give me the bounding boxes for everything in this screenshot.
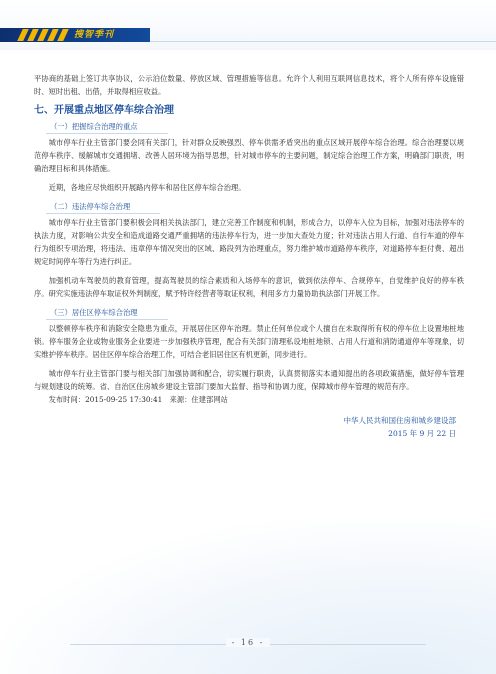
paragraph: 城市停车行业主管部门要与相关部门加强协调和配合，切实履行职责，认真贯彻落实本通知提出的各项政策措施，做好停车管理与规划建设的统筹。省、自治区住房城乡建设主管部门要加大监督、指导和协调力度，保障城市停车管理的规范有序。 <box>34 369 464 391</box>
signature-organization: 中华人民共和国住房和城乡建设部 <box>343 416 456 425</box>
paragraph: 以整顿停车秩序和消除安全隐患为重点，开展居住区停车治理。禁止任何单位或个人擅自在未取得所有权的停车位上设置地桩地锁。停车服务企业或物业服务企业要进一步加强秩序管理，配合有关部门清理私设地桩地锁、占用人行道和消防通道停车等现象，切实维护停车秩序。居住区停车综合治理工作，可结合老旧居住区有机更新，同步进行。 <box>34 324 464 359</box>
footer-background <box>0 520 496 674</box>
paragraph: 加强机动车驾驶员的教育管理，提高驾驶员的综合素质和入场停车的意识，做到依法停车、合规停车，自觉维护良好的停车秩序。研究实施违法停车取证权外判制度，赋予特许经营者等取证权利，利用多方力量协助执法部门开展工作。 <box>34 276 464 298</box>
intro-paragraph: 平协商的基础上签订共享协议，公示泊位数量、停放区域、管理措施等信息。允许个人利用互联网信息技术，将个人所有停车设施错时、短时出租、出借，并取得相应收益。 <box>34 74 464 96</box>
page-number-text: - 16 - <box>226 638 271 647</box>
subsection-heading-2: （二）违法停车综合治理 <box>46 201 160 214</box>
header-divider <box>150 41 496 42</box>
signature-block <box>34 414 464 440</box>
subsection-heading-1: （一）把握综合治理的重点 <box>46 121 168 134</box>
article-body <box>34 72 464 440</box>
paragraph: 城市停车行业主管部门要积极会同相关执法部门，建立完善工作制度和机制，形成合力，以停车入位为目标，加强对违法停车的执法力度，对影响公共安全和造成道路交通严重拥堵的违法停车行为，进一步加大查处力度；针对违法占用人行道、自行车道的停车行为组织专项治理，将违法、违章停车情况突出的区域、路段列为治理重点，努力维护城市道路停车秩序，对道路停车拒付费、超出规定时间停车等行为进行纠正。 <box>34 218 464 266</box>
subsection-heading-3: （三）居住区停车综合治理 <box>46 307 168 320</box>
header-stripes-decoration <box>18 29 66 41</box>
paragraph: 城市停车行业主管部门要会同有关部门，针对群众反映强烈、停车供需矛盾突出的重点区域开展停车综合治理。综合治理要以规范停车秩序、缓解城市交通拥堵、改善人居环境为指导思想，针对城市停车的主要问题，制定综合治理工作方案，明确部门职责，明确治理目标和具体措施。 <box>34 138 464 173</box>
release-info: 发布时间：2015-09-25 17:30:41 来源：住建部网站 <box>48 395 228 404</box>
page-number <box>0 638 496 647</box>
header-label: 搜智季刊 <box>74 30 115 40</box>
section-title: 七、开展重点地区停车综合治理 <box>34 105 174 116</box>
signature-date: 2015 年 9 月 22 日 <box>388 429 456 438</box>
page-header <box>0 0 496 50</box>
paragraph: 近期，各地应尽快组织开展路内停车和居住区停车综合治理。 <box>48 183 246 192</box>
